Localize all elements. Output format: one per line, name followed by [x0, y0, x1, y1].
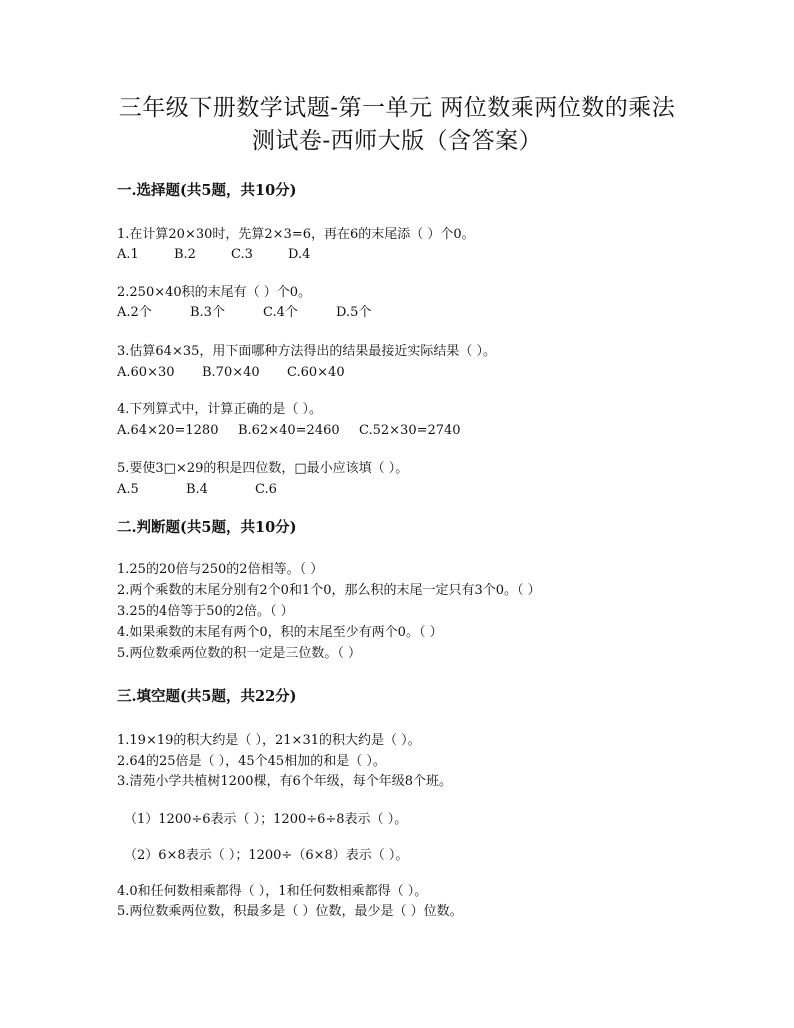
- s1-q1-option-b: B.2: [174, 247, 196, 262]
- s1-q4-option-b: B.62×40=2460: [238, 423, 340, 438]
- s1-q5-option-a: A.5: [117, 482, 139, 497]
- s3-question-3-sub-2: （2）6×8表示（ ）；1200÷（6×8）表示（ ）。: [124, 848, 409, 863]
- section3-heading: 三.填空题(共5题，共22分): [117, 688, 297, 705]
- s2-item-2: 2.两个乘数的末尾分别有2个0和1个0，那么积的末尾一定只有3个0。（ ）: [117, 583, 541, 598]
- s1-q3-option-a: A.60×30: [117, 365, 175, 380]
- s2-item-5: 5.两位数乘两位数的积一定是三位数。（ ）: [117, 646, 362, 661]
- s3-question-3: 3.清苑小学共植树1200棵，有6个年级，每个年级8个班。: [117, 774, 453, 789]
- s1-q5-option-b: B.4: [186, 482, 208, 497]
- s1-q1-option-d: D.4: [288, 247, 311, 262]
- s1-q2-option-c: C.4个: [263, 305, 298, 320]
- page-title-line2: 测试卷-西师大版（含答案）: [251, 128, 543, 154]
- s1-q1-options: [117, 246, 310, 264]
- s3-question-4: 4.0和任何数相乘都得（ ），1和任何数相乘都得（ ）。: [117, 884, 428, 899]
- s1-q2-option-a: A.2个: [117, 305, 152, 320]
- s1-question-3: 3.估算64×35，用下面哪种方法得出的结果最接近实际结果（ ）。: [117, 344, 497, 359]
- s1-q1-option-a: A.1: [117, 247, 139, 262]
- s1-question-2: 2.250×40积的末尾有（ ）个0。: [117, 285, 312, 300]
- s1-q1-option-c: C.3: [231, 247, 253, 262]
- s3-question-1: 1.19×19的积大约是（ ），21×31的积大约是（ ）。: [117, 733, 421, 748]
- s3-question-5: 5.两位数乘两位数，积最多是（ ）位数，最少是（ ）位数。: [117, 904, 463, 919]
- s1-question-5: 5.要使3□×29的积是四位数，□最小应该填（ ）。: [117, 461, 409, 476]
- s2-item-4: 4.如果乘数的末尾有两个0，积的末尾至少有两个0。（ ）: [117, 625, 443, 640]
- s1-q2-option-b: B.3个: [190, 305, 225, 320]
- section1-heading: 一.选择题(共5题，共10分): [117, 182, 297, 199]
- section2-heading: 二.判断题(共5题，共10分): [117, 519, 297, 536]
- s1-q3-options: [117, 364, 345, 382]
- s1-q4-option-c: C.52×30=2740: [359, 423, 461, 438]
- s1-q3-option-b: B.70×40: [202, 365, 260, 380]
- s1-question-1: 1.在计算20×30时，先算2×3=6，再在6的末尾添（ ）个0。: [117, 227, 475, 242]
- page-title-line1: 三年级下册数学试题-第一单元 两位数乘两位数的乘法: [118, 95, 676, 121]
- s2-item-3: 3.25的4倍等于50的2倍。（ ）: [117, 604, 294, 619]
- s1-q4-options: [117, 422, 461, 440]
- s1-q5-options: [117, 481, 277, 499]
- s3-question-3-sub-1: （1）1200÷6表示（ ）；1200÷6÷8表示（ ）。: [124, 812, 408, 827]
- s1-q4-option-a: A.64×20=1280: [117, 423, 219, 438]
- s1-q2-option-d: D.5个: [336, 305, 372, 320]
- s2-item-1: 1.25的20倍与250的2倍相等。（ ）: [117, 562, 324, 577]
- s1-q5-option-c: C.6: [255, 482, 277, 497]
- s3-question-2: 2.64的25倍是（ ），45个45相加的和是（ ）。: [117, 754, 386, 769]
- s1-question-4: 4.下列算式中，计算正确的是（ ）。: [117, 402, 323, 417]
- s1-q3-option-c: C.60×40: [287, 365, 345, 380]
- s1-q2-options: [117, 304, 371, 322]
